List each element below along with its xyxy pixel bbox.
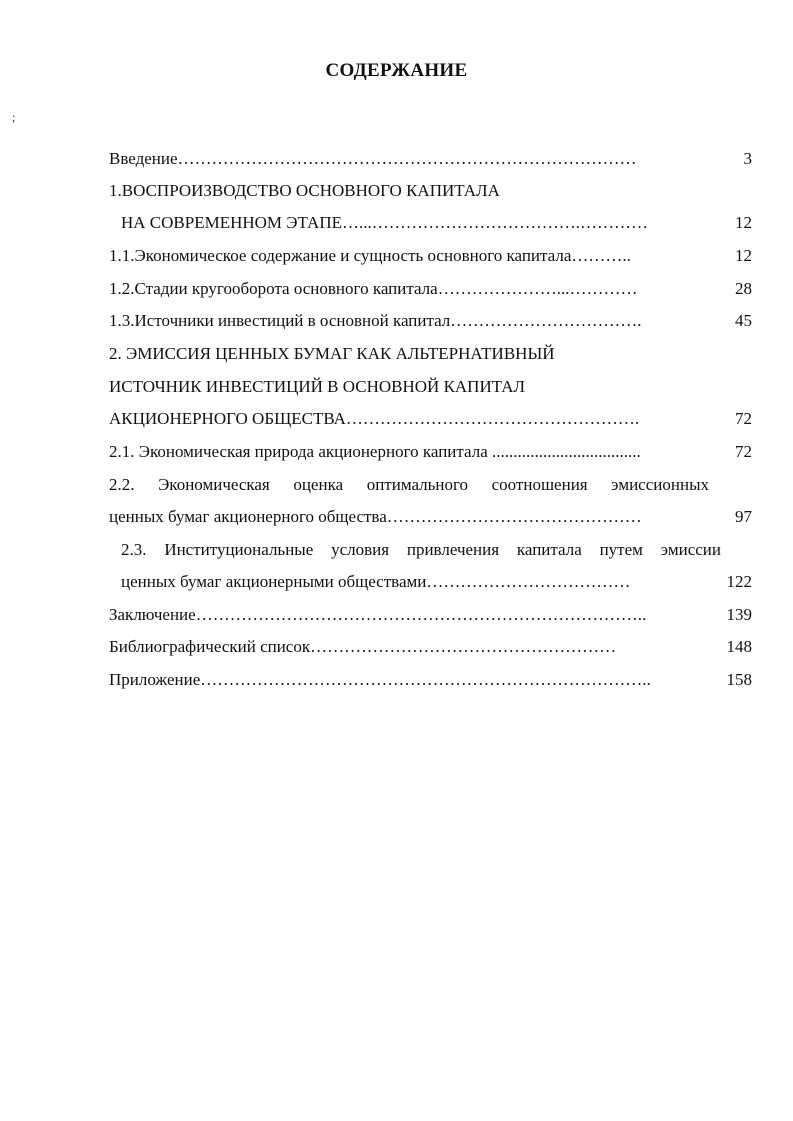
toc-section-1-3[interactable] bbox=[109, 306, 752, 336]
toc-entry-text: Введение……………………………………………………………………… bbox=[109, 149, 637, 168]
toc-entry-text: ценных бумаг акционерного общества……………………………………… bbox=[109, 507, 642, 526]
toc-entry-page: 28 bbox=[735, 279, 752, 298]
toc-entry-conclusion[interactable] bbox=[109, 600, 752, 630]
toc-entry-text: 1.1.Экономическое содержание и сущность основного капитала……….. bbox=[109, 246, 631, 265]
toc-entry-appendix[interactable] bbox=[109, 665, 752, 695]
toc-entry-page: 97 bbox=[735, 507, 752, 526]
toc-entry-text: 1.ВОСПРОИЗВОДСТВО ОСНОВНОГО КАПИТАЛА bbox=[109, 181, 500, 200]
toc-chapter-1-heading[interactable] bbox=[109, 176, 752, 206]
toc-chapter-1[interactable] bbox=[109, 208, 752, 238]
toc-entry-text: 2.1. Экономическая природа акционерного капитала ................................... bbox=[109, 442, 641, 461]
toc-entry-page: 148 bbox=[726, 637, 752, 656]
page-title: СОДЕРЖАНИЕ bbox=[325, 60, 468, 81]
toc-section-1-1[interactable] bbox=[109, 241, 752, 271]
toc-entry-page: 139 bbox=[726, 605, 752, 624]
toc-entry-page: 3 bbox=[743, 149, 752, 168]
toc-entry-text: Заключение…………………………………………………………………….. bbox=[109, 605, 647, 624]
toc-entry-page: 45 bbox=[735, 311, 752, 330]
toc-entry-text: ИСТОЧНИК ИНВЕСТИЦИЙ В ОСНОВНОЙ КАПИТАЛ bbox=[109, 377, 526, 396]
toc-entry-text: 1.2.Стадии кругооборота основного капитала…………………...………… bbox=[109, 279, 638, 298]
toc-section-2-3-line1[interactable] bbox=[109, 535, 752, 565]
toc-section-1-2[interactable] bbox=[109, 274, 752, 304]
toc-chapter-2[interactable] bbox=[109, 404, 752, 434]
toc-section-2-1[interactable] bbox=[109, 437, 752, 467]
toc-entry-text: ценных бумаг акционерными обществами……………………………… bbox=[121, 572, 631, 591]
toc-chapter-2-heading-line2[interactable] bbox=[109, 372, 752, 402]
toc-section-2-2[interactable] bbox=[109, 502, 752, 532]
toc-entry-page: 12 bbox=[735, 246, 752, 265]
toc-chapter-2-heading-line1[interactable] bbox=[109, 339, 752, 369]
toc-entry-text: Приложение…………………………………………………………………….. bbox=[109, 670, 651, 689]
scan-mark: ; bbox=[12, 110, 16, 124]
toc-section-2-2-line1[interactable] bbox=[109, 470, 752, 500]
toc-entry-page: 72 bbox=[735, 409, 752, 428]
toc-entry-page: 72 bbox=[735, 442, 752, 461]
toc-entry-bibliography[interactable] bbox=[109, 632, 752, 662]
toc-entry-text: 2.3. Институциональные условия привлечения капитала путем эмиссии bbox=[121, 540, 721, 559]
toc-entry-text: 2. ЭМИССИЯ ЦЕННЫХ БУМАГ КАК АЛЬТЕРНАТИВНЫЙ bbox=[109, 344, 555, 363]
toc-entry-text: 1.3.Источники инвестиций в основной капитал……………………………. bbox=[109, 311, 642, 330]
toc-entry-introduction[interactable] bbox=[109, 144, 752, 174]
toc-entry-page: 158 bbox=[726, 670, 752, 689]
toc-entry-text: АКЦИОНЕРНОГО ОБЩЕСТВА……………………………………………. bbox=[109, 409, 640, 428]
toc-entry-text: НА СОВРЕМЕННОМ ЭТАПЕ…...……………………………….………… bbox=[121, 213, 648, 232]
toc-entry-page: 122 bbox=[726, 572, 752, 591]
toc-entry-text: Библиографический список……………………………………………… bbox=[109, 637, 617, 656]
toc-entry-text: 2.2. Экономическая оценка оптимального соотношения эмиссионных bbox=[109, 475, 709, 494]
toc-entry-page: 12 bbox=[735, 213, 752, 232]
toc-section-2-3[interactable] bbox=[109, 567, 752, 597]
